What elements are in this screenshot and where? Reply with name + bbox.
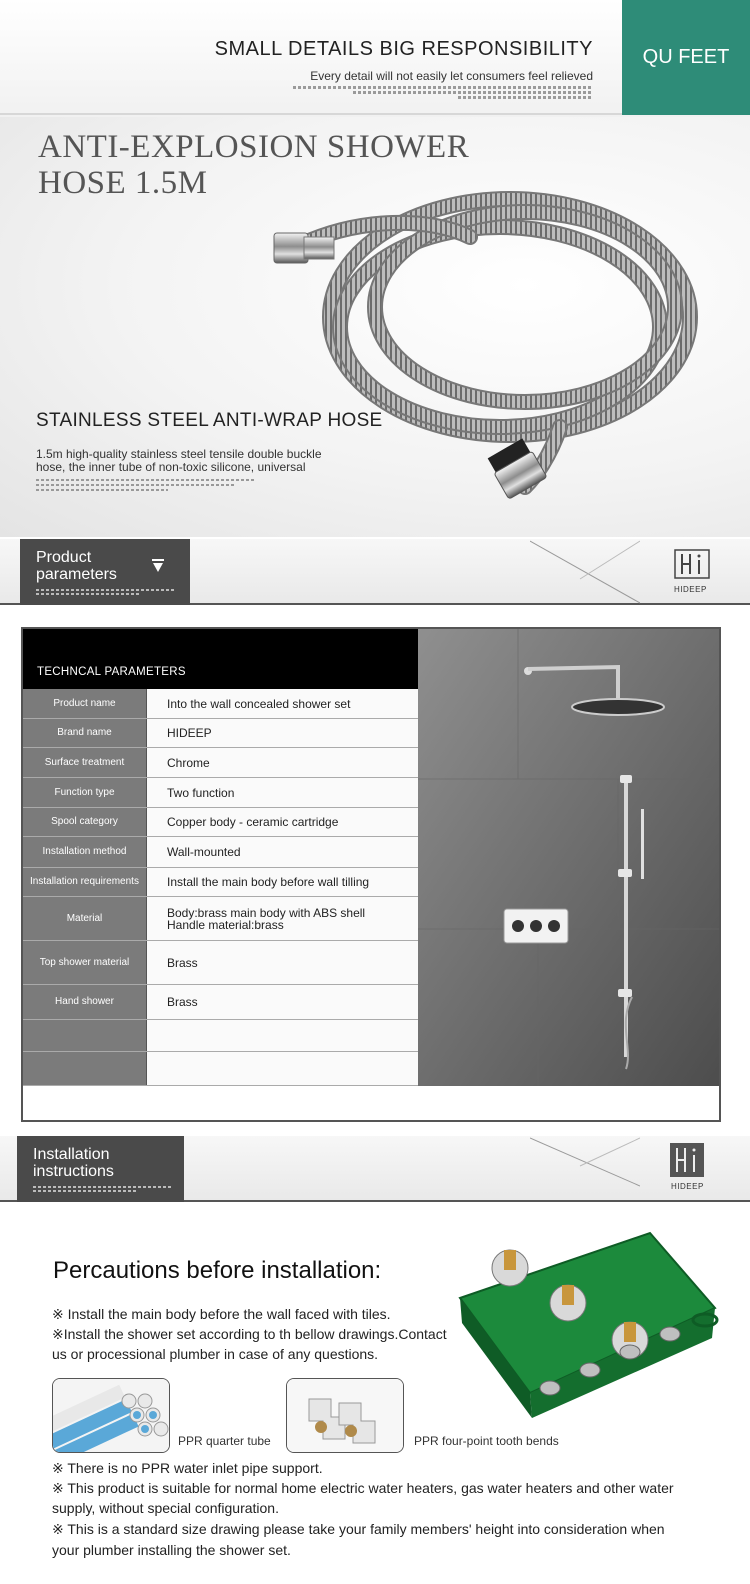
hero-subtitle: STAINLESS STEEL ANTI-WRAP HOSE: [36, 410, 383, 431]
installation-note-4-cont: supply, without special configuration.: [52, 1500, 279, 1516]
table-row-value: Chrome: [147, 748, 418, 777]
section-tab-installation: [17, 1136, 184, 1202]
mixing-valve-box-image: [450, 1228, 725, 1418]
hero-title-line2: HOSE 1.5M: [38, 165, 208, 201]
hero-description-line2: hose, the inner tube of non-toxic silicone, universal: [36, 460, 306, 474]
table-row: [23, 748, 418, 778]
installation-note-1: ※ Install the main body before the wall faced with tiles.: [52, 1306, 391, 1322]
header-fine-print: [293, 86, 593, 101]
table-row-key: Brand name: [23, 719, 147, 747]
section-tab-parameters: [20, 539, 190, 605]
table-row: [23, 808, 418, 837]
table-row: [23, 941, 418, 985]
table-row: [23, 689, 418, 719]
header-title: SMALL DETAILS BIG RESPONSIBILITY: [214, 38, 593, 60]
hero-banner: [0, 117, 750, 537]
logo-text: HIDEEP: [671, 1182, 704, 1191]
table-row-key: Spool category: [23, 808, 147, 836]
table-row-value: Brass: [147, 941, 418, 984]
header-divider: [0, 113, 622, 115]
section-label: [33, 1146, 114, 1180]
table-heading: TECHNCAL PARAMETERS: [23, 629, 418, 689]
decorative-lines: [530, 1136, 640, 1202]
section-label-line1: Product: [36, 549, 92, 566]
table-row: [23, 1052, 418, 1086]
ppr-bend-caption: PPR four-point tooth bends: [414, 1434, 559, 1448]
table-row: [23, 985, 418, 1020]
table-row-key: Installation method: [23, 837, 147, 867]
table-row-value: [147, 1020, 418, 1051]
installation-note-5-cont: your plumber installing the shower set.: [52, 1542, 291, 1558]
table-row-value: Body:brass main body with ABS shell Handle material:brass: [147, 897, 418, 940]
table-row-key: Material: [23, 897, 147, 940]
installation-note-4: ※ This product is suitable for normal home electric water heaters, gas water heaters and other water: [52, 1480, 674, 1496]
table-row: [23, 868, 418, 897]
table-row-value: Into the wall concealed shower set: [147, 689, 418, 718]
decorative-lines: [530, 539, 640, 605]
section-label-line2: parameters: [36, 566, 117, 583]
shower-set-photo: [418, 629, 719, 1086]
table-row-value: Two function: [147, 778, 418, 807]
brand-logo: QU FEET: [622, 0, 750, 115]
ppr-tube-caption: PPR quarter tube: [178, 1434, 271, 1448]
ppr-tube-image: [52, 1378, 170, 1453]
hero-description-line1: 1.5m high-quality stainless steel tensile double buckle: [36, 447, 322, 461]
installation-note-5: ※ This is a standard size drawing please take your family members' height into consideration when: [52, 1521, 665, 1537]
hero-title-line1: ANTI-EXPLOSION SHOWER: [38, 129, 470, 165]
section-fine-print: [36, 589, 176, 597]
section-fine-print: [33, 1186, 173, 1194]
parameters-table: [21, 627, 721, 1122]
section-label-line1: Installation: [33, 1146, 110, 1163]
table-row-key: Hand shower: [23, 985, 147, 1019]
header-band: [0, 0, 750, 117]
hero-fine-print: [36, 479, 256, 494]
table-row-value: Copper body - ceramic cartridge: [147, 808, 418, 836]
table-row-key: Function type: [23, 778, 147, 807]
table-row: [23, 778, 418, 808]
ppr-bend-image: [286, 1378, 404, 1453]
hero-title: [38, 129, 469, 201]
table-row: [23, 897, 418, 941]
table-row-value: Brass: [147, 985, 418, 1019]
installation-note-3: ※ There is no PPR water inlet pipe support.: [52, 1460, 323, 1476]
section-band-installation: [0, 1136, 750, 1202]
table-row-key: [23, 1052, 147, 1085]
section-label-line2: instructions: [33, 1163, 114, 1180]
table-row-key: Product name: [23, 689, 147, 718]
table-rows: [23, 689, 418, 1086]
installation-note-2-cont: us or processional plumber in case of any questions.: [52, 1346, 379, 1362]
table-row-value: Wall-mounted: [147, 837, 418, 867]
table-row-key: [23, 1020, 147, 1051]
arrow-down-icon: [152, 559, 164, 573]
table-row: [23, 719, 418, 748]
hero-description: [36, 448, 356, 474]
installation-note-2: ※Install the shower set according to th bellow drawings.Contact: [52, 1326, 447, 1342]
logo-text: HIDEEP: [674, 585, 707, 594]
section-band-parameters: [0, 539, 750, 605]
table-row-key: Top shower material: [23, 941, 147, 984]
table-row: [23, 837, 418, 868]
table-row: [23, 1020, 418, 1052]
installation-title: Percautions before installation:: [53, 1257, 382, 1284]
section-label: [36, 549, 117, 583]
table-row-value: Install the main body before wall tilling: [147, 868, 418, 896]
header-subtitle: Every detail will not easily let consumers feel relieved: [310, 69, 593, 83]
table-row-value: HIDEEP: [147, 719, 418, 747]
table-row-key: Surface treatment: [23, 748, 147, 777]
hideep-logo-icon: [669, 1142, 705, 1182]
table-row-value: [147, 1052, 418, 1085]
table-row-key: Installation requirements: [23, 868, 147, 896]
hideep-logo-icon: [674, 549, 710, 589]
